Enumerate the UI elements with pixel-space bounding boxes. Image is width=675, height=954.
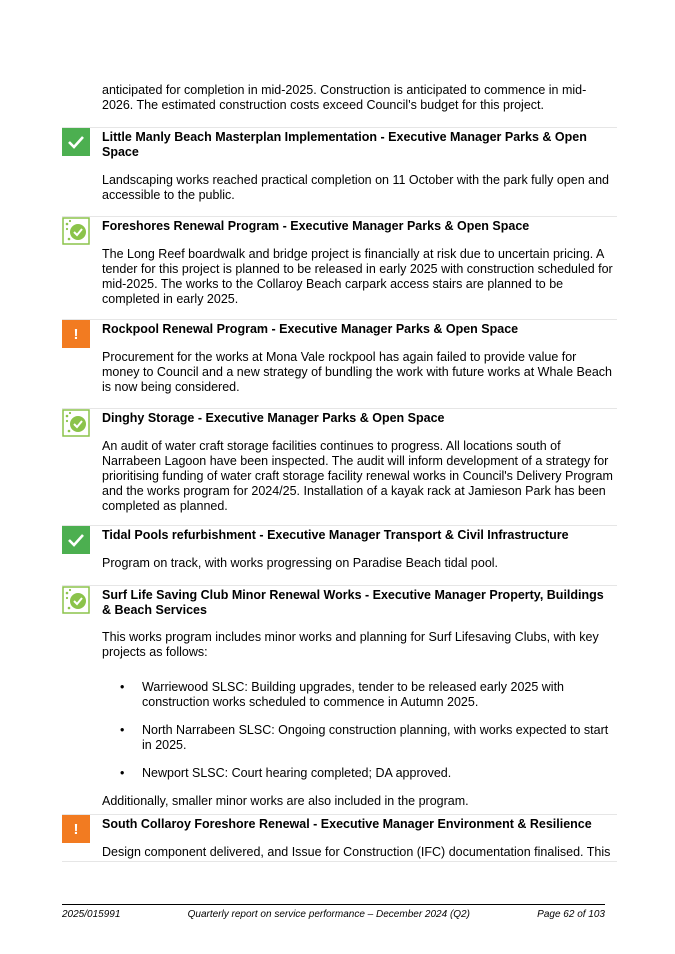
- section-title: South Collaroy Foreshore Renewal - Executive Manager Environment & Resilience: [102, 817, 592, 831]
- section-body: Procurement for the works at Mona Vale rockpool has again failed to provide value for money to Council and a new strategy of bundling the work with future works at Whale Beach is now being considered.: [102, 350, 612, 394]
- intro-paragraph: anticipated for completion in mid-2025. Construction is anticipated to commence in mid-2026. The estimated construction costs exceed Council's budget for this project.: [102, 83, 587, 112]
- section-divider: [62, 525, 617, 526]
- list-item: • Newport SLSC: Court hearing completed; DA approved.: [102, 766, 617, 781]
- section-title: Rockpool Renewal Program - Executive Manager Parks & Open Space: [102, 322, 519, 336]
- section-body: Landscaping works reached practical completion on 11 October with the park fully open and accessible to the public.: [102, 173, 610, 202]
- on-track-check-icon: [62, 586, 90, 614]
- section-title: Tidal Pools refurbishment - Executive Manager Transport & Civil Infrastructure: [102, 528, 569, 542]
- section-body: Program on track, with works progressing on Paradise Beach tidal pool.: [102, 556, 499, 570]
- section-body: Design component delivered, and Issue for Construction (IFC) documentation finalised. This: [102, 845, 611, 859]
- section-divider: [62, 861, 617, 862]
- section-title: Little Manly Beach Masterplan Implementation - Executive Manager Parks & Open Space: [102, 130, 587, 159]
- section-title: Surf Life Saving Club Minor Renewal Works - Executive Manager Property, Buildings & Beach Services: [102, 588, 604, 617]
- section-divider: [62, 127, 617, 128]
- complete-check-icon: [62, 526, 90, 554]
- bullet-list: [102, 680, 617, 781]
- section-divider: [62, 585, 617, 586]
- page-number: Page 62 of 103: [537, 909, 605, 920]
- on-track-check-icon: [62, 217, 90, 245]
- on-track-check-icon: [62, 409, 90, 437]
- complete-check-icon: [62, 128, 90, 156]
- section-divider: [62, 319, 617, 320]
- document-number: 2025/015991: [62, 909, 121, 920]
- section-divider: [62, 216, 617, 217]
- section-closing: Additionally, smaller minor works are also included in the program.: [102, 794, 469, 808]
- section-intro: This works program includes minor works and planning for Surf Lifesaving Clubs, with key projects as follows:: [102, 630, 599, 659]
- list-item: • Warriewood SLSC: Building upgrades, tender to be released early 2025 with construction works scheduled to commence in Autumn 2025.: [102, 680, 617, 710]
- at-risk-exclamation-icon: !: [62, 815, 90, 843]
- section-body: [102, 630, 617, 809]
- list-item: • North Narrabeen SLSC: Ongoing construction planning, with works expected to start in 2025.: [102, 723, 617, 753]
- section-body: An audit of water craft storage facilities continues to progress. All locations south of Narrabeen Lagoon have been inspected. The audit will inform development of a strategy for prioritising funding of water craft storage facility renewal works in Council's Delivery Program and the works program for 2024/25. Installation of a kayak rack at Jamieson Park has been completed as planned.: [102, 439, 613, 513]
- section-title: Dinghy Storage - Executive Manager Parks & Open Space: [102, 411, 445, 425]
- at-risk-exclamation-icon: !: [62, 320, 90, 348]
- section-body: The Long Reef boardwalk and bridge project is financially at risk due to uncertain pricing. A tender for this project is planned to be released in early 2025 with construction scheduled for mid-2025. The works to the Collaroy Beach carpark access stairs are planned to be completed in early 2025.: [102, 247, 613, 306]
- report-title: Quarterly report on service performance – December 2024 (Q2): [187, 909, 470, 920]
- section-divider: [62, 408, 617, 409]
- page-footer: [62, 904, 605, 920]
- section-divider: [62, 814, 617, 815]
- section-title: Foreshores Renewal Program - Executive Manager Parks & Open Space: [102, 219, 530, 233]
